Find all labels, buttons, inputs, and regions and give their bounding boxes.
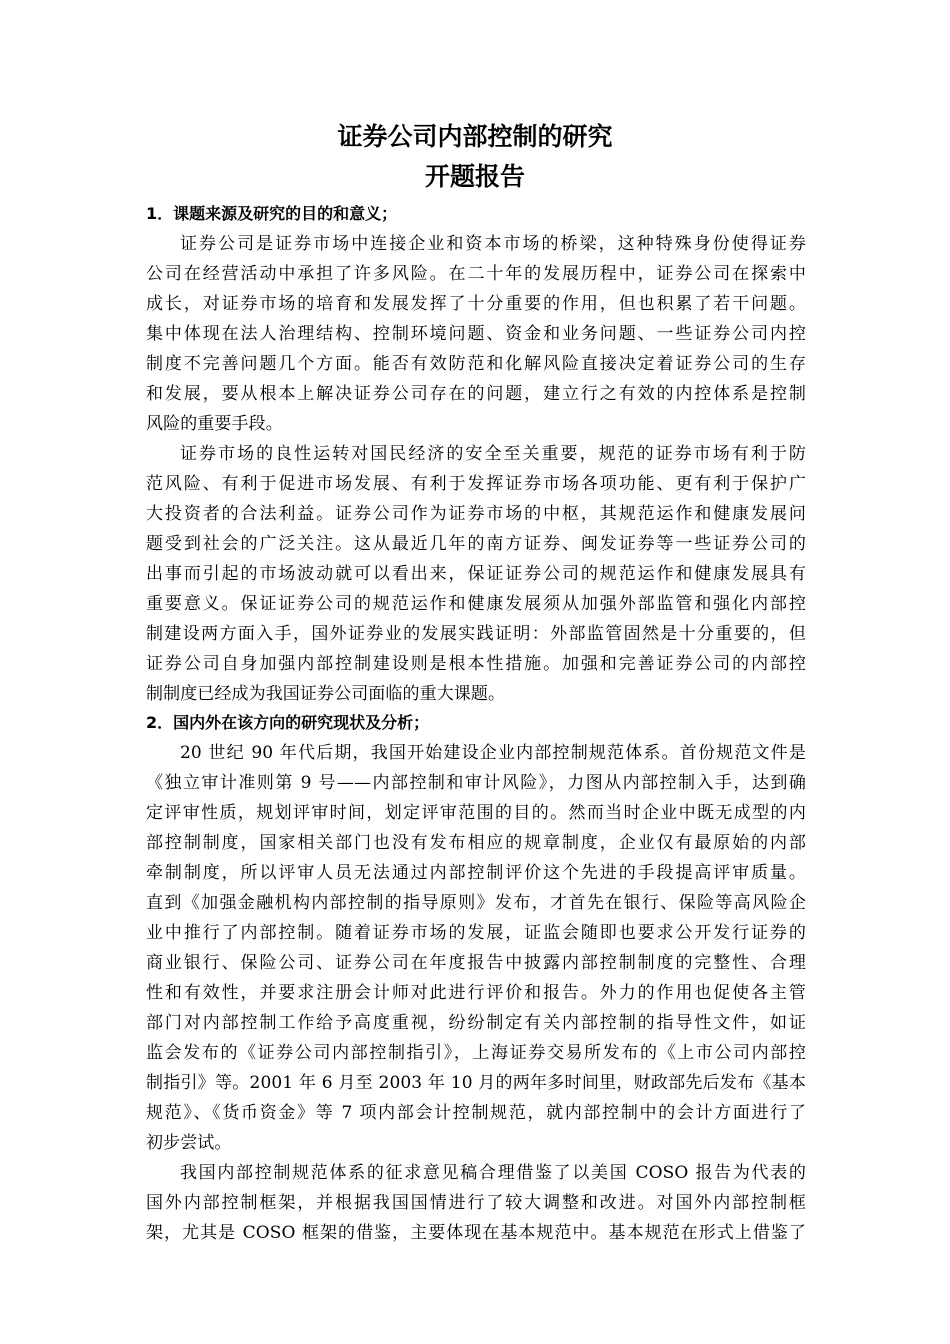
paragraph-line: 范风险、有利于促进市场发展、有利于发挥证券市场各项功能、更有利于保护广 (146, 474, 806, 494)
paragraph-line: 《独立审计准则第 9 号——内部控制和审计风险》，力图从内部控制入手，达到确 (146, 773, 806, 793)
paragraph-line: 监会发布的《证券公司内部控制指引》，上海证券交易所发布的《上市公司内部控 (146, 1043, 806, 1063)
paragraph-line: 规范》、《货币资金》等 7 项内部会计控制规范，就内部控制中的会计方面进行了 (146, 1103, 806, 1123)
paragraph-line: 部控制制度，国家相关部门也没有发布相应的规章制度，企业仅有最原始的内部 (146, 833, 806, 853)
document-title: 证券公司内部控制的研究 (337, 122, 613, 151)
paragraph-line: 证券公司自身加强内部控制建设则是根本性措施。加强和完善证券公司的内部控 (146, 654, 806, 674)
paragraph-line: 集中体现在法人治理结构、控制环境问题、资金和业务问题、一些证券公司内控 (146, 324, 806, 344)
paragraph-line: 牵制制度，所以评审人员无法通过内部控制评价这个先进的手段提高评审质量。 (146, 863, 806, 883)
paragraph-line: 性和有效性，并要求注册会计师对此进行评价和报告。外力的作用也促使各主管 (146, 983, 806, 1003)
paragraph-line: 初步尝试。 (146, 1133, 232, 1153)
paragraph-line: 我国内部控制规范体系的征求意见稿合理借鉴了以美国 COSO 报告为代表的 (180, 1163, 806, 1183)
paragraph-line: 公司在经营活动中承担了许多风险。在二十年的发展历程中，证券公司在探索中 (146, 264, 806, 284)
paragraph-line: 证券公司是证券市场中连接企业和资本市场的桥梁，这种特殊身份使得证券 (180, 234, 806, 254)
paragraph-line: 制制度已经成为我国证券公司面临的重大课题。 (146, 684, 506, 704)
paragraph-line: 架，尤其是 COSO 框架的借鉴，主要体现在基本规范中。基本规范在形式上借鉴了 (146, 1223, 806, 1243)
paragraph-line: 大投资者的合法利益。证券公司作为证券市场的中枢，其规范运作和健康发展问 (146, 504, 806, 524)
paragraph-line: 制指引》等。2001 年 6 月至 2003 年 10 月的两年多时间里，财政部先后发布《基本 (146, 1073, 806, 1093)
paragraph-line: 制度不完善问题几个方面。能否有效防范和化解风险直接决定着证券公司的生存 (146, 354, 806, 374)
paragraph-line: 出事而引起的市场波动就可以看出来，保证证券公司的规范运作和健康发展具有 (146, 564, 806, 584)
paragraph-line: 国外内部控制框架，并根据我国国情进行了较大调整和改进。对国外内部控制框 (146, 1193, 806, 1213)
paragraph-line: 重要意义。保证证券公司的规范运作和健康发展须从加强外部监管和强化内部控 (146, 594, 806, 614)
paragraph-line: 证券市场的良性运转对国民经济的安全至关重要，规范的证券市场有利于防 (180, 444, 806, 464)
paragraph-line: 直到《加强金融机构内部控制的指导原则》发布，才首先在银行、保险等高风险企 (146, 893, 806, 913)
paragraph-line: 风险的重要手段。 (146, 414, 283, 434)
paragraph-line: 20 世纪 90 年代后期，我国开始建设企业内部控制规范体系。首份规范文件是 (180, 743, 806, 763)
paragraph-line: 制建设两方面入手，国外证券业的发展实践证明：外部监管固然是十分重要的，但 (146, 624, 806, 644)
paragraph-line: 成长，对证券市场的培育和发展发挥了十分重要的作用，但也积累了若干问题。 (146, 294, 806, 314)
paragraph-line: 和发展，要从根本上解决证券公司存在的问题，建立行之有效的内控体系是控制 (146, 384, 806, 404)
section-heading-1: 1．课题来源及研究的目的和意义； (146, 204, 398, 223)
section-heading-2: 2．国内外在该方向的研究现状及分析； (146, 713, 430, 732)
paragraph-line: 部门对内部控制工作给予高度重视，纷纷制定有关内部控制的指导性文件，如证 (146, 1013, 806, 1033)
document-subtitle: 开题报告 (424, 162, 525, 191)
paragraph-line: 商业银行、保险公司、证券公司在年度报告中披露内部控制制度的完整性、合理 (146, 953, 806, 973)
paragraph-line: 题受到社会的广泛关注。这从最近几年的南方证券、闽发证券等一些证券公司的 (146, 534, 806, 554)
paragraph-line: 业中推行了内部控制。随着证券市场的发展，证监会随即也要求公开发行证券的 (146, 923, 806, 943)
paragraph-line: 定评审性质，规划评审时间，划定评审范围的目的。然而当时企业中既无成型的内 (146, 803, 806, 823)
